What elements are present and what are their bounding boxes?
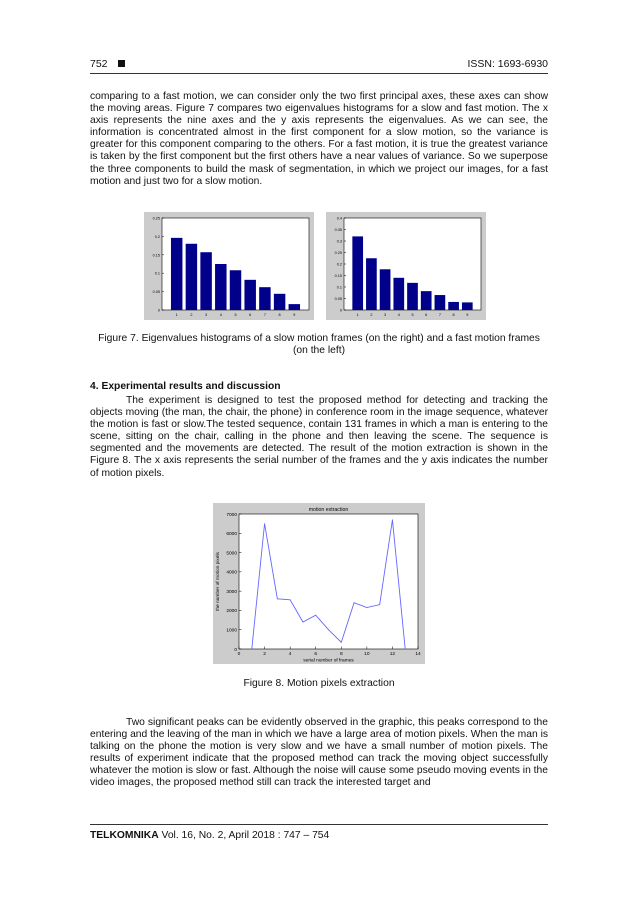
fig7-left-bar: [259, 287, 270, 310]
fig7-left-xtick-label: 6: [249, 313, 252, 317]
fig8-data-point: [277, 598, 278, 599]
fig8-ytick-label: 3000: [226, 589, 237, 595]
fig7-right-xtick-label: 7: [438, 313, 441, 317]
fig8-data-point: [290, 599, 291, 600]
fig7-right-xtick-label: 5: [411, 313, 414, 317]
fig7-right-xtick-label: 6: [425, 313, 428, 317]
fig7-right-xtick-label: 9: [466, 313, 469, 317]
fig7-left-xtick-label: 7: [263, 313, 266, 317]
fig7-left-ytick-label: 0.25: [152, 216, 160, 221]
fig7-right-ytick-label: 0.2: [336, 262, 342, 267]
intro-paragraph: comparing to a fast motion, we can consider only the two first principal axes, these axes can show the moving areas. Figure 7 compares two eigenvalues histograms for a slow and fast motion. The x axis represents the nine axes and the y axis represents the eigenvalues. As we can see, the information is concentrated almost in the first component for a slow motion, so the variance is greater for this component comparing to the others. For a fast motion, it is true the greatest variance is taken by the first component but the first others have a near values of variance. So we superpose the three components to build the mask of segmentation, in which we project our images, for a fast motion and just two for a slow motion.: [90, 91, 548, 187]
fig8-data-point: [405, 649, 406, 650]
fig7-right-bar: [393, 278, 404, 310]
section-heading: 4. Experimental results and discussion: [90, 381, 281, 392]
fig7-left-bar: [274, 294, 285, 310]
fig8-data-point: [315, 615, 316, 616]
fig8-data-point: [264, 523, 265, 524]
fig7-left-xtick-label: 3: [205, 313, 208, 317]
fig8-xlabel: serial number of frames: [303, 658, 354, 664]
fig7-left-xtick-label: 8: [278, 313, 281, 317]
fig8-xtick-label: 8: [339, 652, 343, 657]
fig8-xtick-label: 10: [364, 652, 370, 657]
fig8-data-point: [328, 629, 329, 630]
figure8-caption: Figure 8. Motion pixels extraction: [243, 678, 395, 689]
fig7-left-ytick-label: 0.2: [154, 234, 160, 239]
square-bullet-icon: [118, 60, 125, 67]
issn-label: ISSN: 1693-6930: [467, 58, 548, 70]
fig8-ytick-label: 5000: [226, 551, 237, 557]
fig8-ytick-label: 1000: [226, 628, 237, 634]
fig7-left-xtick-label: 9: [293, 313, 296, 317]
figure7-right-chart: [326, 212, 486, 320]
fig8-data-point: [379, 604, 380, 605]
page-number: 752: [90, 58, 108, 70]
fig7-left-bar: [289, 304, 300, 310]
fig7-right-ytick-label: 0.25: [334, 251, 342, 255]
footer-rule: [90, 824, 548, 825]
fig7-right-bar: [352, 236, 363, 310]
fig8-xtick-label: 12: [389, 652, 396, 657]
figure8-chart: [213, 503, 425, 664]
fig7-right-xtick-label: 2: [370, 313, 373, 317]
citation: Vol. 16, No. 2, April 2018 : 747 – 754: [161, 830, 330, 841]
fig7-right-xtick-label: 8: [452, 313, 455, 317]
discussion-paragraph: Two significant peaks can be evidently observed in the graphic, this peaks correspond to the entering and the leaving of the man in which we have a large area of motion pixels. When the man is talking on the phone the motion is very slow and we have a small number of motion pixels. The results of experiment indicate that the proposed method can track the moving object successfully whatever the motion is slow or fast. Although the noise will cause some pseudo moving events in the video images, the proposed method still can track the interested target and: [90, 717, 548, 789]
fig8-data-point: [303, 622, 304, 623]
fig7-left-xtick-label: 2: [190, 313, 193, 317]
fig7-right-bar: [380, 269, 391, 310]
fig7-left-bar: [171, 238, 182, 310]
experiment-paragraph: The experiment is designed to test the proposed method for detecting and tracking the objects moving (the man, the chair, the phone) in conference room in the image sequence, whatever the motion is fast or slow.The tested sequence, contain 131 frames in which a man is entering to the scene, sitting on the chair, calling in the phone and then leaving the scene. The sequence is segmented and the movements are detected. The result of the motion extraction is shown in the Figure 8. The x axis represents the serial number of the frames and the y axis indicates the number of motion pixels.: [90, 395, 548, 479]
fig7-left-ytick-label: 0.15: [152, 253, 160, 258]
fig8-data-point: [392, 519, 393, 520]
fig7-left-bar: [200, 252, 211, 310]
fig7-right-xtick-label: 1: [356, 313, 359, 317]
fig7-right-xtick-label: 3: [384, 313, 387, 317]
fig8-ytick-label: 4000: [226, 570, 237, 576]
fig7-right-ytick-label: 0.3: [336, 239, 342, 244]
fig7-right-bar: [435, 295, 446, 310]
fig8-xtick-label: 6: [314, 652, 318, 657]
fig8-xtick-label: 0: [237, 652, 241, 657]
fig8-xtick-label: 14: [415, 652, 421, 657]
fig7-right-ytick-label: 0.05: [334, 297, 342, 301]
fig7-left-bar: [186, 244, 197, 310]
figure7-left-chart: [144, 212, 314, 320]
fig7-right-bar: [448, 302, 459, 310]
fig7-right-ytick-label: 0.4: [336, 216, 342, 221]
fig7-right-ytick-label: 0.35: [334, 228, 342, 232]
page-footer: [90, 830, 329, 841]
fig8-ytick-label: 7000: [226, 512, 237, 518]
fig7-left-bar: [215, 264, 226, 310]
fig8-data-point: [354, 602, 355, 603]
fig8-title: motion extraction: [308, 507, 349, 513]
page-header: [90, 58, 548, 72]
fig7-right-bar: [407, 283, 418, 310]
fig7-right-bar: [462, 302, 473, 310]
fig8-ytick-label: 6000: [226, 532, 237, 538]
fig7-left-xtick-label: 4: [219, 313, 222, 317]
fig8-ytick-label: 2000: [226, 609, 237, 615]
fig8-ytick-label: 0: [234, 647, 237, 653]
fig7-right-ytick-label: 0.15: [334, 274, 342, 278]
fig7-left-ytick-label: 0.05: [152, 290, 160, 295]
fig7-right-bar: [421, 291, 432, 310]
fig8-data-point: [341, 642, 342, 643]
fig7-right-ytick-label: 0: [339, 308, 342, 313]
fig8-data-point: [251, 649, 252, 650]
fig7-left-bar: [244, 280, 255, 310]
fig7-left-ytick-label: 0: [157, 308, 160, 313]
header-rule: [90, 73, 548, 74]
fig7-left-xtick-label: 1: [175, 313, 178, 317]
fig7-right-bar: [366, 258, 377, 310]
fig7-left-ytick-label: 0.1: [154, 271, 160, 276]
fig7-left-bar: [230, 270, 241, 310]
fig8-xtick-label: 2: [263, 652, 266, 657]
fig7-left-xtick-label: 5: [234, 313, 237, 317]
fig8-xtick-label: 4: [288, 652, 292, 657]
fig8-data-point: [366, 607, 367, 608]
figure7-caption: Figure 7. Eigenvalues histograms of a slow motion frames (on the right) and a fast motion frames (on the left): [98, 333, 540, 357]
fig8-ylabel: the number of motion pixels: [216, 552, 221, 611]
fig7-right-ytick-label: 0.1: [336, 285, 342, 290]
fig8-plot-area: [239, 514, 418, 649]
fig7-right-xtick-label: 4: [397, 313, 400, 317]
journal-name: TELKOMNIKA: [90, 830, 159, 841]
